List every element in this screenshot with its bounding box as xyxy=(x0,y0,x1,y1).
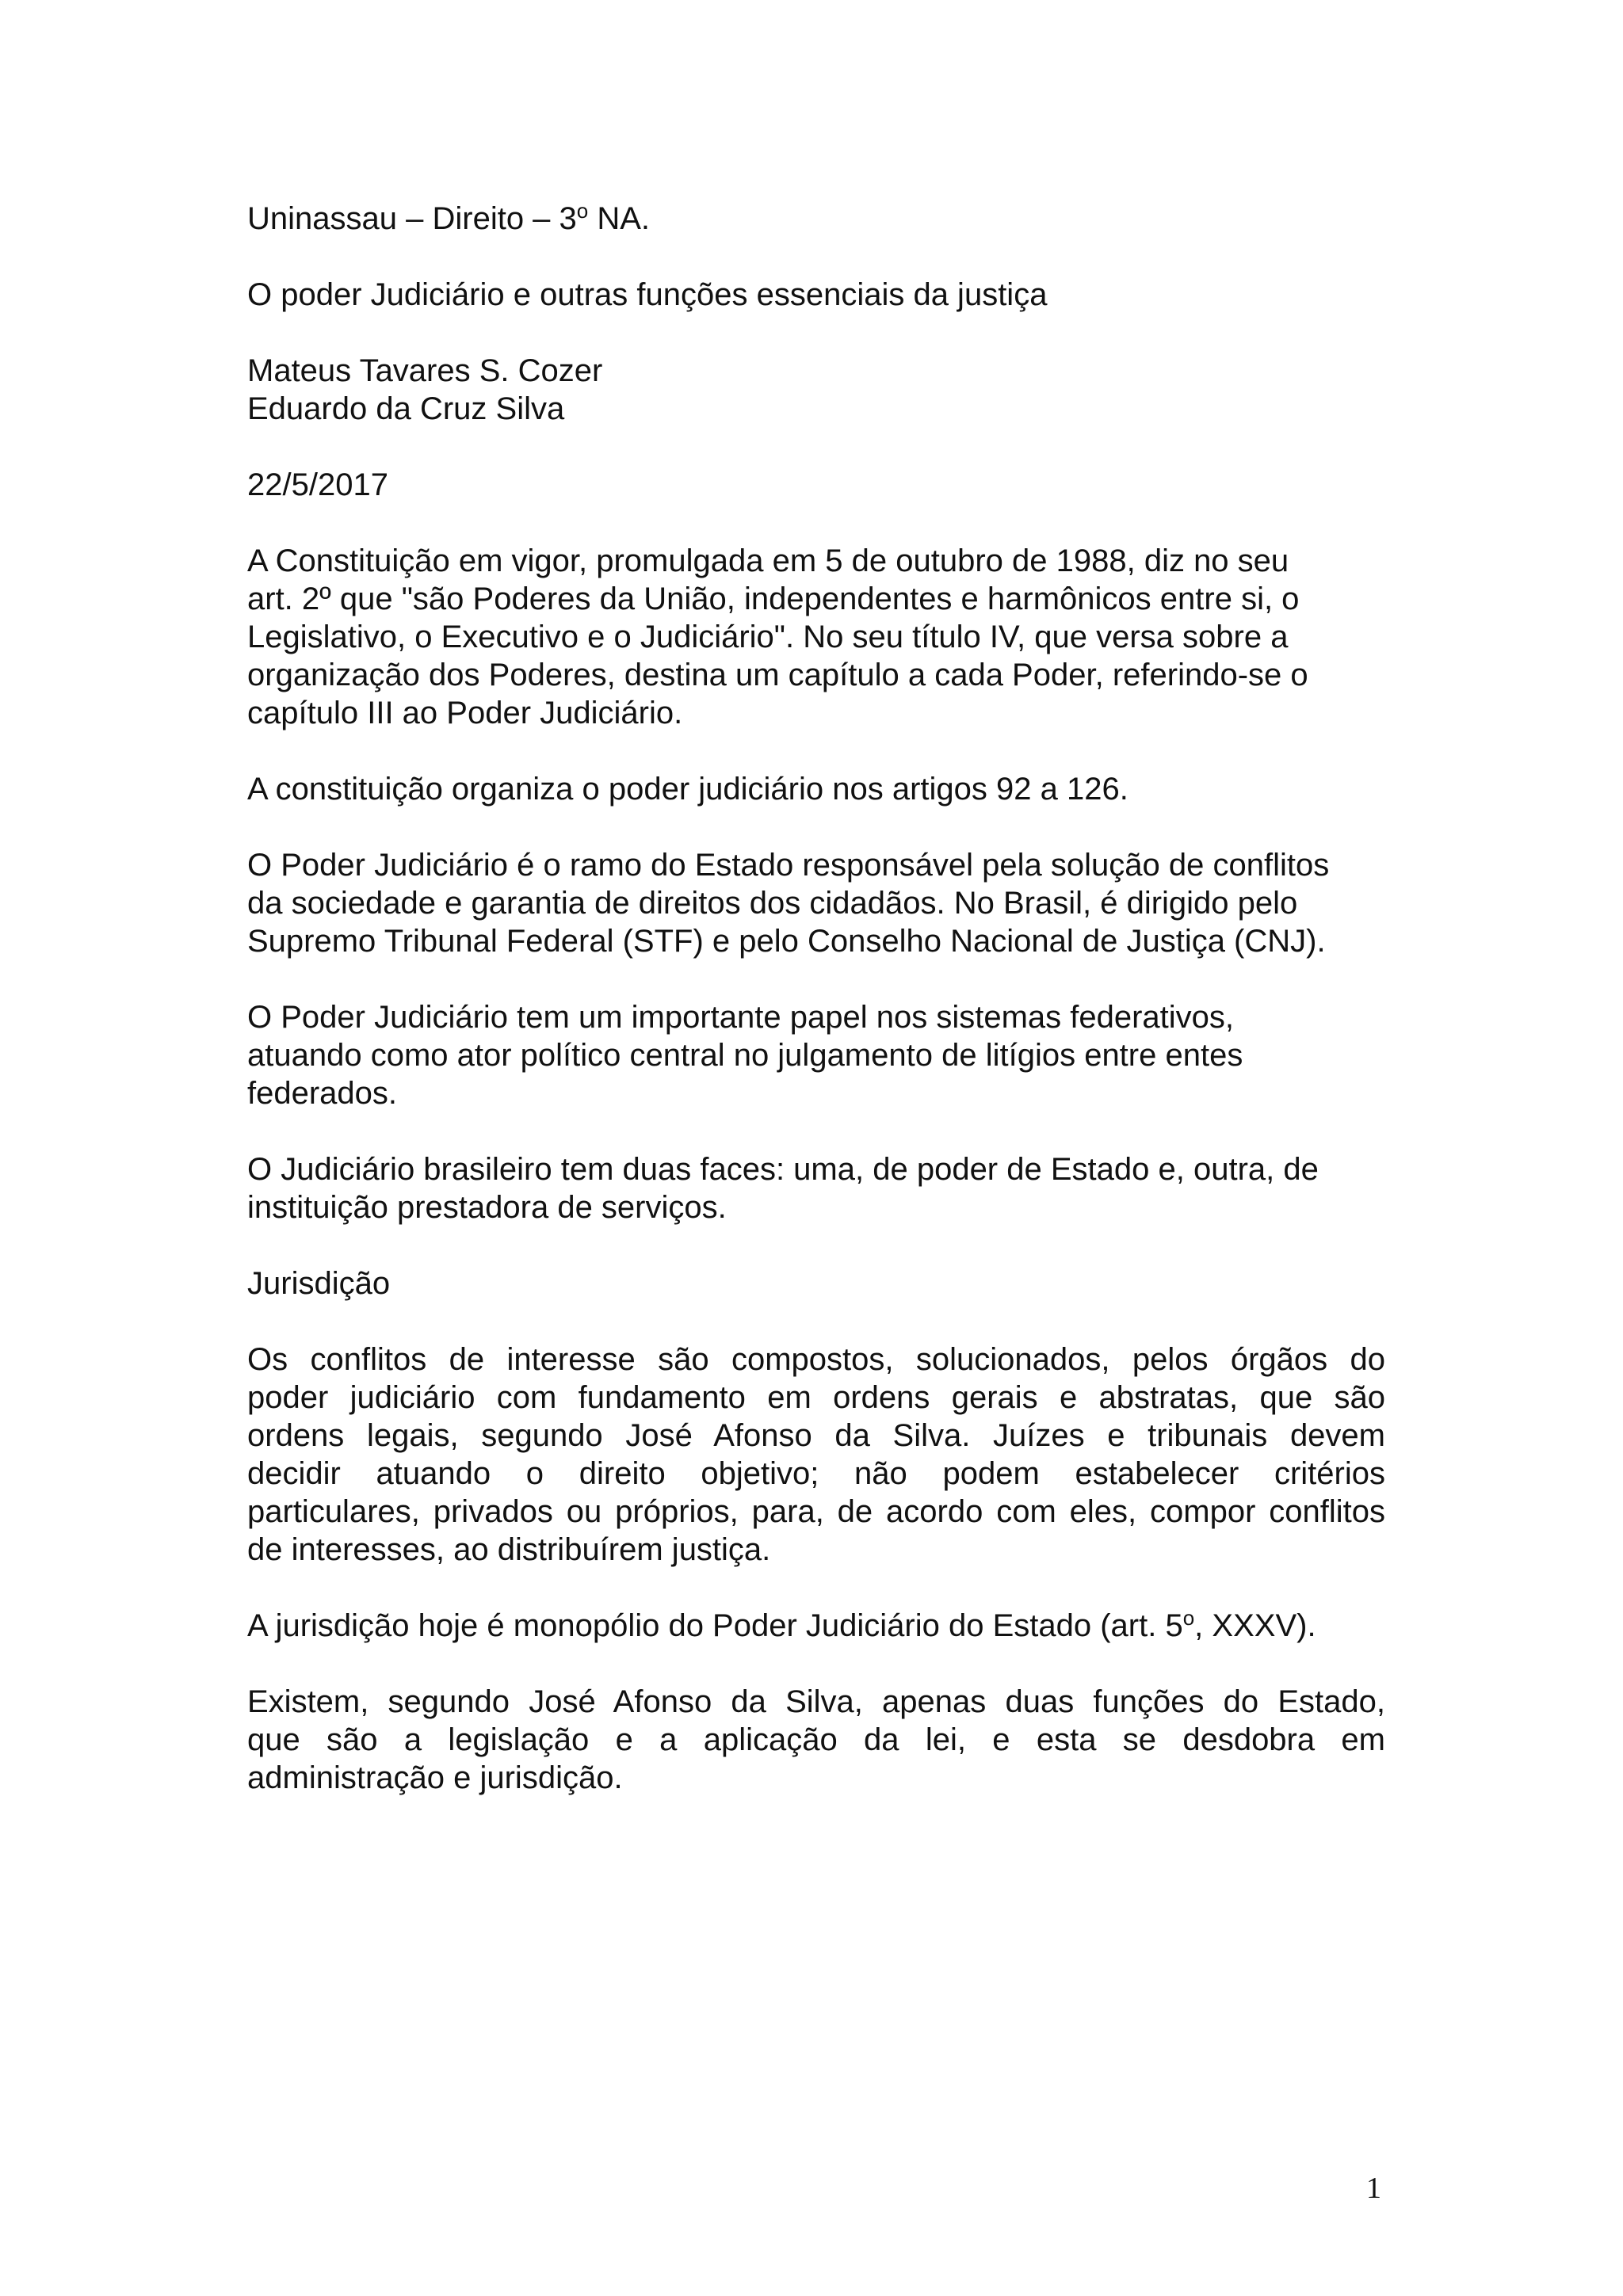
text-line: Existem, segundo José Afonso da Silva, apenas duas funções do Estado, xyxy=(247,1684,1385,1719)
text-line: organização dos Poderes, destina um capítulo a cada Poder, referindo-se o xyxy=(247,658,1308,692)
text-line: O Judiciário brasileiro tem duas faces: uma, de poder de Estado e, outra, de xyxy=(247,1152,1319,1187)
text-line: de interesses, ao distribuírem justiça. xyxy=(247,1532,771,1567)
course-header xyxy=(247,200,1385,238)
page-number: 1 xyxy=(1366,2172,1381,2205)
text-line: administração e jurisdição. xyxy=(247,1760,623,1795)
paragraph-articles xyxy=(247,770,1385,808)
text-line: Os conflitos de interesse são compostos, solucionados, pelos órgãos do xyxy=(247,1342,1385,1377)
text-line: poder judiciário com fundamento em ordens gerais e abstratas, que são xyxy=(247,1380,1385,1415)
paragraph-constitution xyxy=(247,542,1385,732)
course-header-text: Uninassau – Direito – 3 xyxy=(247,201,577,236)
text-line: da sociedade e garantia de direitos dos cidadãos. No Brasil, é dirigido pelo xyxy=(247,886,1298,921)
text-line: instituição prestadora de serviços. xyxy=(247,1190,727,1225)
author-name: Eduardo da Cruz Silva xyxy=(247,391,565,426)
text-line: O Poder Judiciário é o ramo do Estado responsável pela solução de conflitos xyxy=(247,848,1330,883)
course-header-suffix: NA. xyxy=(588,201,651,236)
text-line: atuando como ator político central no julgamento de litígios entre entes xyxy=(247,1038,1243,1073)
text-line: Legislativo, o Executivo e o Judiciário". No seu título IV, que versa sobre a xyxy=(247,620,1289,654)
text-line: O Poder Judiciário tem um importante papel nos sistemas federativos, xyxy=(247,1000,1235,1035)
text-line: ordens legais, segundo José Afonso da Silva. Juízes e tribunais devem xyxy=(247,1418,1385,1453)
text-line: capítulo III ao Poder Judiciário. xyxy=(247,696,683,730)
author-name: Mateus Tavares S. Cozer xyxy=(247,353,603,388)
paragraph-two-faces xyxy=(247,1150,1385,1226)
document-date: 22/5/2017 xyxy=(247,467,388,502)
paragraph-state-functions xyxy=(247,1683,1385,1797)
text-line: art. 2º que "são Poderes da União, independentes e harmônicos entre si, o xyxy=(247,582,1300,616)
monopoly-suffix: , XXXV). xyxy=(1194,1608,1316,1643)
ordinal-superscript: o xyxy=(1182,1606,1195,1630)
paragraph-monopoly xyxy=(247,1607,1385,1645)
text-line: Supremo Tribunal Federal (STF) e pelo Conselho Nacional de Justiça (CNJ). xyxy=(247,924,1326,959)
monopoly-text: A jurisdição hoje é monopólio do Poder Judiciário do Estado (art. 5 xyxy=(247,1608,1183,1643)
paragraph-federative xyxy=(247,998,1385,1112)
text-line: que são a legislação e a aplicação da lei, e esta se desdobra em xyxy=(247,1722,1385,1757)
text-line: decidir atuando o direito objetivo; não podem estabelecer critérios xyxy=(247,1456,1385,1491)
text-line: A Constituição em vigor, promulgada em 5 de outubro de 1988, diz no seu xyxy=(247,543,1289,578)
document-title: O poder Judiciário e outras funções essenciais da justiça xyxy=(247,277,1048,312)
section-heading: Jurisdição xyxy=(247,1266,391,1301)
author-list xyxy=(247,352,1385,428)
text-line: A constituição organiza o poder judiciário nos artigos 92 a 126. xyxy=(247,772,1128,807)
text-line: particulares, privados ou próprios, para, de acordo com eles, compor conflitos xyxy=(247,1494,1385,1529)
text-line: federados. xyxy=(247,1076,398,1111)
ordinal-superscript: o xyxy=(576,199,589,223)
document-body xyxy=(247,200,1385,1835)
paragraph-conflicts xyxy=(247,1341,1385,1569)
paragraph-judiciary-role xyxy=(247,846,1385,960)
